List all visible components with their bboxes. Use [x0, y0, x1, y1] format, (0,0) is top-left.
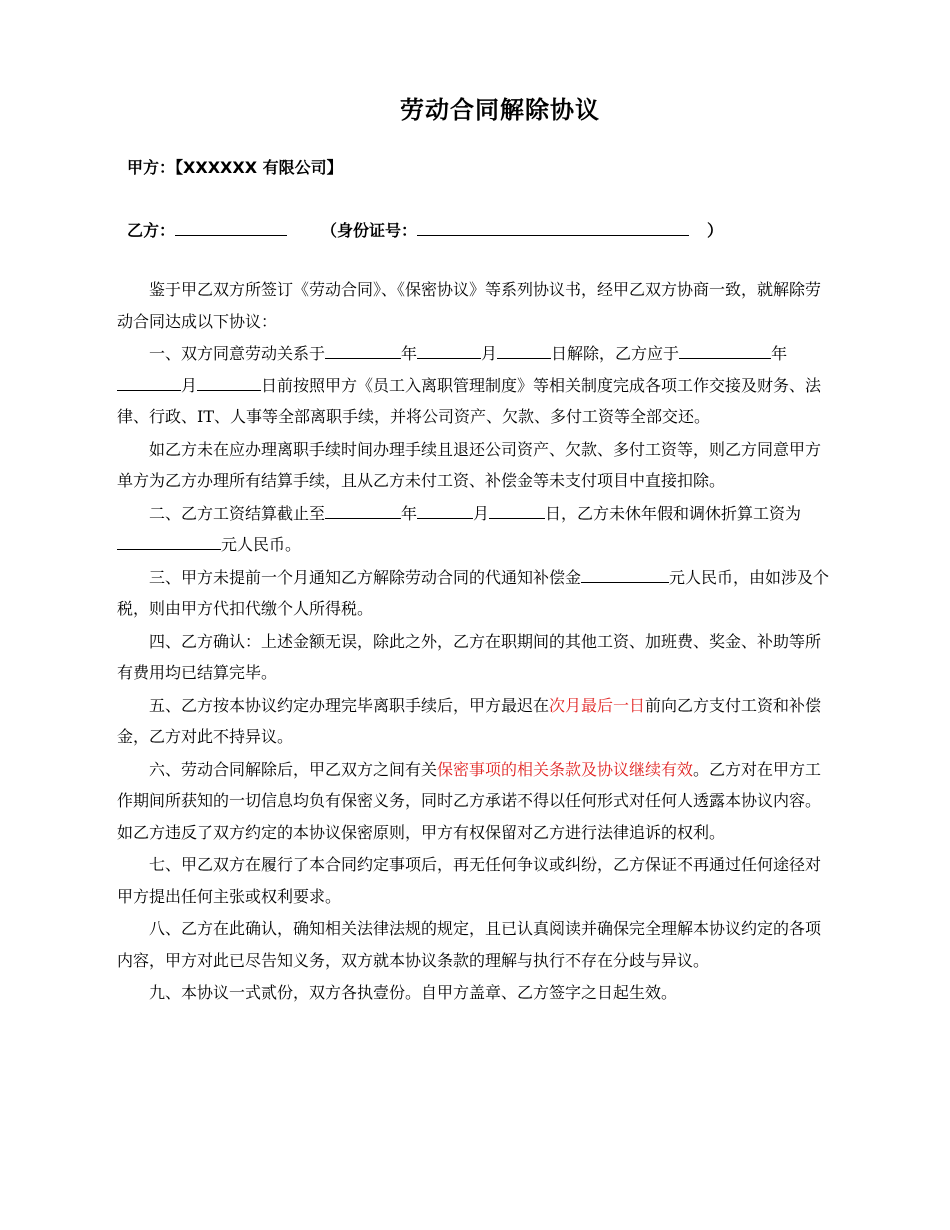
clause-1 [117, 338, 835, 433]
clause-1-day2-blank[interactable] [197, 375, 261, 391]
clause-1-month2-blank[interactable] [117, 375, 181, 391]
clause-2 [117, 498, 835, 561]
clause-3-amount-blank[interactable] [581, 567, 669, 583]
clause-5-highlight: 次月最后一日 [549, 695, 646, 715]
clause-1-year2-label: 年 [771, 344, 788, 363]
clause-2-text-b: 日，乙方未休年假和调休折算工资为 [545, 503, 802, 523]
clause-6 [117, 754, 835, 849]
clause-7: 七、甲乙双方在履行了本合同约定事项后，再无任何争议或纠纷，乙方保证不再通过任何途径对甲方提出任何主张或权利要求。 [117, 855, 822, 906]
clause-1-year-blank[interactable] [325, 343, 401, 359]
clause-1-month2-label: 月 [181, 375, 198, 395]
party-a-label: 甲方： [127, 158, 176, 177]
clause-3-text-b: 元人民币，由如涉及个税，则由甲方代扣代缴个人所得税。 [117, 567, 830, 618]
clause-1-year2-blank[interactable] [679, 343, 771, 359]
clause-2-amount-blank[interactable] [117, 534, 221, 550]
clause-1-year-label: 年 [401, 344, 418, 363]
clause-6-text-a: 六、劳动合同解除后，甲乙双方之间有关 [149, 759, 438, 779]
clause-2-month-label: 月 [473, 503, 490, 523]
clause-2-text-c: 元人民币。 [221, 535, 302, 554]
clause-9: 九、本协议一式贰份，双方各执壹份。自甲方盖章、乙方签字之日起生效。 [149, 983, 678, 1002]
party-b-id-label: （身份证号： [321, 221, 418, 240]
clause-1-text-a: 一、双方同意劳动关系于 [149, 344, 326, 363]
agreement-body [117, 274, 835, 1009]
clause-6-text-b: 。乙方对在甲方工作期间所获知的一切信息均负有保密义务，同时乙方承诺不得以任何形式对任何人透露本协议内容。如乙方违反了双方约定的本协议保密原则，甲方有权保留对乙方进行法律追诉的权利。 [117, 759, 822, 842]
clause-2-year-label: 年 [401, 503, 418, 523]
clause-3-text-a: 三、甲方未提前一个月通知乙方解除劳动合同的代通知补偿金 [149, 567, 582, 587]
clause-5 [117, 690, 835, 753]
clause-2-year-blank[interactable] [325, 503, 401, 519]
party-b-close: ） [707, 221, 724, 240]
party-b-id-blank[interactable] [417, 221, 689, 236]
clause-1-extra: 如乙方未在应办理离职手续时间办理手续且退还公司资产、欠款、多付工资等，则乙方同意甲方单方为乙方办理所有结算手续，且从乙方未付工资、补偿金等未支付项目中直接扣除。 [117, 439, 822, 490]
clause-5-text-a: 五、乙方按本协议约定办理完毕离职手续后，甲方最迟在 [149, 695, 550, 715]
clause-5-text-b: 前向乙方支付工资和补偿金，乙方对此不持异议。 [117, 695, 822, 746]
clause-6-highlight: 保密事项的相关条款及协议继续有效 [437, 759, 694, 779]
party-b-label: 乙方： [127, 221, 176, 240]
clause-2-day-blank[interactable] [489, 503, 545, 519]
party-a-company: 【XXXXXX 有限公司】 [175, 158, 343, 177]
document-title: 劳动合同解除协议 [400, 96, 600, 124]
clause-1-day-blank[interactable] [497, 343, 551, 359]
clause-8: 八、乙方在此确认，确知相关法律法规的规定，且已认真阅读并确保完全理解本协议约定的各项内容，甲方对此已尽告知义务，双方就本协议条款的理解与执行不存在分歧与异议。 [117, 919, 822, 970]
clause-1-month-blank[interactable] [417, 343, 481, 359]
party-b-line [127, 218, 723, 241]
clause-2-text-a: 二、乙方工资结算截止至 [149, 503, 326, 523]
party-a-line [127, 155, 343, 178]
intro-paragraph: 鉴于甲乙双方所签订《劳动合同》、《保密协议》等系列协议书，经甲乙双方协商一致，就解除劳动合同达成以下协议： [117, 280, 822, 331]
clause-1-text-c: 日前按照甲方《员工入离职管理制度》等相关制度完成各项工作交接及财务、法律、行政、IT、人事等全部离职手续，并将公司资产、欠款、多付工资等全部交还。 [117, 375, 822, 426]
clause-1-month-label: 月 [481, 344, 498, 363]
clause-2-month-blank[interactable] [417, 503, 473, 519]
party-b-name-blank[interactable] [175, 221, 287, 236]
clause-1-text-b: 日解除，乙方应于 [551, 344, 680, 363]
clause-4: 四、乙方确认：上述金额无误，除此之外，乙方在职期间的其他工资、加班费、奖金、补助等所有费用均已结算完毕。 [117, 631, 822, 682]
clause-3 [117, 562, 835, 625]
